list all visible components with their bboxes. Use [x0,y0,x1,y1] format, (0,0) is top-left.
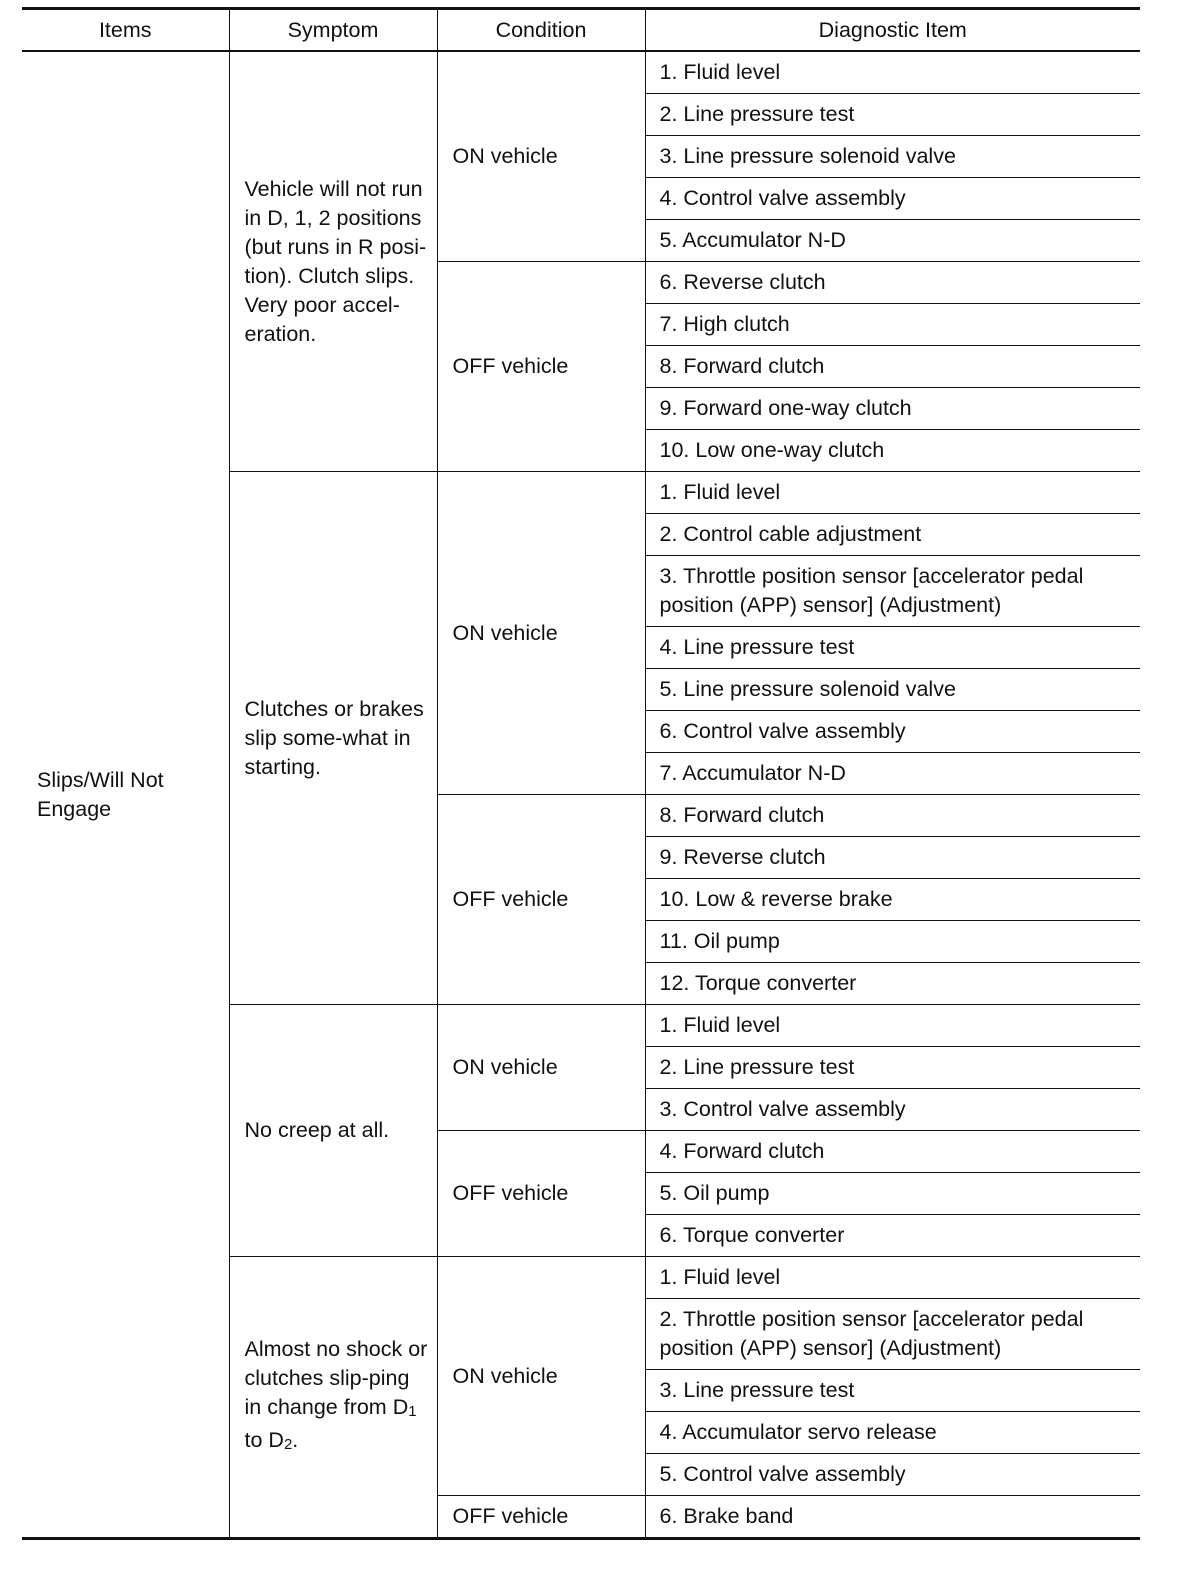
diagnostic-item: 5. Line pressure solenoid valve [645,669,1140,711]
diagnostic-item: 1. Fluid level [645,1257,1140,1299]
diagnostic-item: 2. Control cable adjustment [645,514,1140,556]
diagnostic-item: 7. Accumulator N-D [645,753,1140,795]
header-diagnostic-item: Diagnostic Item [645,9,1140,52]
diagnostic-item: 3. Control valve assembly [645,1089,1140,1131]
diagnostic-item: 1. Fluid level [645,51,1140,94]
symptom-subscript: 2 [283,1436,293,1453]
diagnostic-item: 6. Control valve assembly [645,711,1140,753]
diagnostic-item: 6. Reverse clutch [645,262,1140,304]
diagnostic-item: 12. Torque converter [645,963,1140,1005]
diagnostic-item: 6. Torque converter [645,1215,1140,1257]
diagnostic-item: 8. Forward clutch [645,795,1140,837]
diagnostic-item: 4. Line pressure test [645,627,1140,669]
diagnostic-item: 8. Forward clutch [645,346,1140,388]
diagnostic-table [22,7,1140,1540]
diagnostic-item: 2. Line pressure test [645,94,1140,136]
header-condition: Condition [437,9,645,52]
diagnostic-item: 9. Reverse clutch [645,837,1140,879]
item-cell: Slips/Will Not Engage [22,51,229,1539]
condition-cell: ON vehicle [437,51,645,262]
condition-cell: OFF vehicle [437,795,645,1005]
diagnostic-item: 9. Forward one-way clutch [645,388,1140,430]
header-row [22,9,1140,52]
header-symptom: Symptom [229,9,437,52]
symptom-subscript: 1 [408,1403,417,1420]
condition-cell: OFF vehicle [437,1496,645,1539]
diagnostic-item: 3. Line pressure test [645,1370,1140,1412]
diagnostic-item: 5. Control valve assembly [645,1454,1140,1496]
symptom-text-middle: to D [244,1428,284,1452]
symptom-cell: Clutches or brakes slip some-what in starting. [229,472,437,1005]
diagnostic-item: 2. Throttle position sensor [accelerator pedal position (APP) sensor] (Adjustment) [645,1299,1140,1370]
diagnostic-item: 6. Brake band [645,1496,1140,1539]
diagnostic-item: 5. Accumulator N-D [645,220,1140,262]
symptom-cell: No creep at all. [229,1005,437,1257]
diagnostic-item: 3. Throttle position sensor [accelerator pedal position (APP) sensor] (Adjustment) [645,556,1140,627]
condition-cell: OFF vehicle [437,1131,645,1257]
condition-cell: OFF vehicle [437,262,645,472]
symptom-text: Almost no shock or clutches slip-ping in change from D [244,1337,428,1419]
diagnostic-item: 2. Line pressure test [645,1047,1140,1089]
symptom-cell [229,1257,437,1539]
symptom-text-end: . [292,1428,299,1452]
diagnostic-item: 11. Oil pump [645,921,1140,963]
header-items: Items [22,9,229,52]
diagnostic-item: 10. Low & reverse brake [645,879,1140,921]
condition-cell: ON vehicle [437,472,645,795]
diagnostic-item: 7. High clutch [645,304,1140,346]
condition-cell: ON vehicle [437,1005,645,1131]
diagnostic-item: 4. Forward clutch [645,1131,1140,1173]
diagnostic-item: 4. Accumulator servo release [645,1412,1140,1454]
symptom-cell: Vehicle will not run in D, 1, 2 positions (but runs in R posi-tion). Clutch slips. Very poor accel-eration. [229,51,437,472]
diagnostic-item: 4. Control valve assembly [645,178,1140,220]
condition-cell: ON vehicle [437,1257,645,1496]
diagnostic-item: 3. Line pressure solenoid valve [645,136,1140,178]
diagnostic-item: 1. Fluid level [645,472,1140,514]
diagnostic-item: 5. Oil pump [645,1173,1140,1215]
diagnostic-item: 10. Low one-way clutch [645,430,1140,472]
diagnostic-item: 1. Fluid level [645,1005,1140,1047]
table-row [22,51,1140,94]
